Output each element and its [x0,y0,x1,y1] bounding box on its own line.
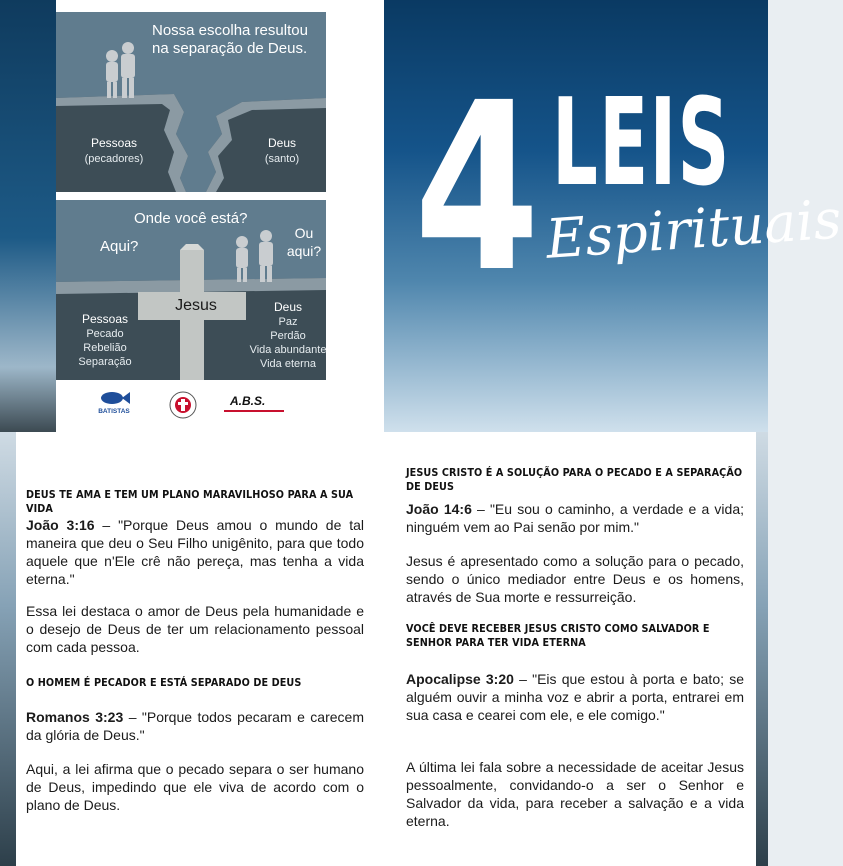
god-label: Deus [267,136,296,150]
cover-title: LEIS [552,74,731,213]
batistas-logo-text: BATISTAS [98,408,130,415]
left-page [16,432,384,866]
law-4-explanation: A última lei fala sobre a necessidade de aceitar Jesus pessoalmente, convidando-o a ser o Senhor e Salvador da vida, para receber a salvação e a vida eterna. [406,759,744,829]
seal-logo [166,388,200,422]
jesus-cross-label: Jesus [175,297,217,314]
seal-icon [166,388,200,422]
here-label: Aqui? [100,238,139,255]
god-item: Paz [278,316,298,328]
background-sky [0,0,56,432]
law-4-verse [406,670,744,724]
god-item: Vida abundante [249,344,327,356]
fish-icon [94,388,134,422]
verse-text: – "Eis que estou à porta e bato; se alguém ouvir a minha voz e abrir a porta, entrarei em sua casa e cearei com ele, e ele comigo." [406,671,744,723]
cover-panel [384,0,843,432]
law-1-explanation: Essa lei destaca o amor de Deus pela humanidade e o desejo de Deus de ter um relacionamento pessoal com cada pessoa. [26,603,364,655]
law-3-explanation: Jesus é apresentado como a solução para o pecado, sendo o único mediador entre Deus e os homens, através de Sua morte e ressurreição. [406,553,744,605]
people-item: Separação [78,356,132,368]
abs-logo-bar [224,410,284,412]
verse-reference: João 3:16 [26,517,95,533]
verse-text: – "Porque Deus amou o mundo de tal maneira que deu o Seu Filho unigênito, para que todo aquele que n'Ele crê não pereça, mas tenha a vida eterna." [26,517,364,587]
god-item: Vida eterna [259,358,317,370]
right-page [384,432,756,866]
verse-reference: João 14:6 [406,501,472,517]
law-2-verse [26,708,364,744]
law-1-heading: DEUS TE AMA E TEM UM PLANO MARAVILHOSO PARA A SUA VIDA [26,489,354,515]
cover-number: 4 [414,53,537,323]
logos-row [56,388,326,422]
illustration-title: Nossa escolha resultou na separação de Deus. [152,22,308,57]
people-item: Rebelião [83,342,127,354]
law-4-heading: VOCÊ DEVE RECEBER JESUS CRISTO COMO SALVADOR E SENHOR PARA TER VIDA ETERNA [406,623,710,649]
background-sea-left [0,432,16,866]
cover-subtitle: Espirituais [543,187,843,271]
law-3-heading: JESUS CRISTO É A SOLUÇÃO PARA O PECADO E A SEPARAÇÃO DE DEUS [406,467,743,493]
question-label: Onde você está? [134,210,248,227]
batistas-logo [94,388,134,422]
background-sea-right [756,432,768,866]
god-item: Perdão [270,330,306,342]
illustration-panel [56,0,384,432]
people-label: Pessoas [81,312,129,326]
people-sublabel: (pecadores) [84,153,144,165]
verse-reference: Apocalipse 3:20 [406,671,514,687]
verse-text: – "Eu sou o caminho, a verdade e a vida; ninguém vem ao Pai senão por mim." [406,501,744,535]
people-label: Pessoas [90,136,138,150]
separation-illustration [56,12,326,192]
law-2-heading: O HOMEM É PECADOR E ESTÁ SEPARADO DE DEUS [26,677,302,689]
abs-logo-text: A.B.S. [230,394,266,408]
law-3-verse [406,500,744,536]
law-1-verse [26,516,364,588]
law-2-explanation: Aqui, a lei afirma que o pecado separa o ser humano de Deus, impedindo que ele viva de acordo com o plano de Deus. [26,761,364,813]
verse-reference: Romanos 3:23 [26,709,124,725]
people-item: Pecado [86,328,124,340]
god-label: Deus [273,300,302,314]
bridge-illustration [56,200,326,380]
verse-text: – "Porque todos pecaram e carecem da glória de Deus." [26,709,364,743]
or-here-label: Ou aqui? [286,225,322,259]
god-sublabel: (santo) [264,153,300,165]
abs-logo [224,388,288,422]
